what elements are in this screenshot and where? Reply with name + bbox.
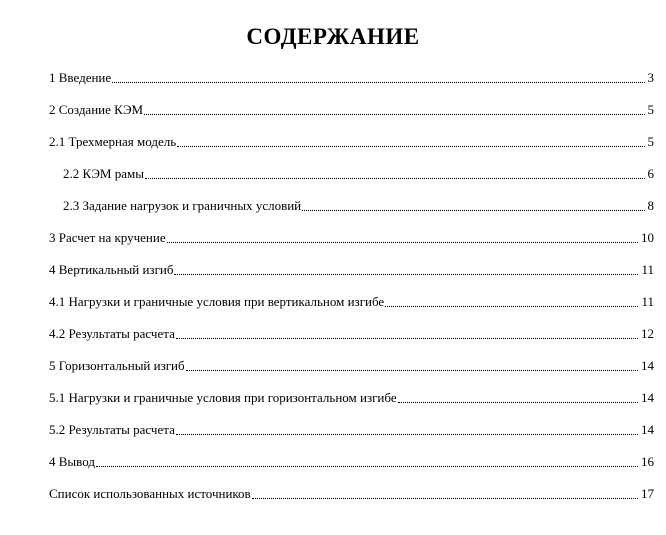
toc-entry-label: 4.2 Результаты расчета (49, 326, 175, 341)
toc-entry-page: 5 (647, 102, 654, 117)
toc-entry-horizontal-bending (49, 354, 654, 374)
toc-entry-page: 10 (641, 230, 654, 245)
toc-entry-label: 1 Введение (49, 70, 112, 85)
dot-leader (252, 497, 638, 499)
dot-leader (144, 113, 644, 115)
toc-entry-page: 14 (641, 422, 654, 437)
toc-entry-label: 5.1 Нагрузки и граничные условия при горизонтальном изгибе (49, 390, 397, 405)
toc-entry-frame-kem (63, 162, 654, 182)
toc-entry-page: 11 (641, 294, 654, 309)
toc-entry-introduction (49, 66, 654, 86)
toc-entry-page: 5 (647, 134, 654, 149)
toc-entry-3d-model (49, 130, 654, 150)
page-title: СОДЕРЖАНИЕ (246, 24, 420, 49)
toc-entry-label: 4.1 Нагрузки и граничные условия при вертикальном изгибе (49, 294, 385, 309)
toc-entry-label: 5 Горизонтальный изгиб (49, 358, 185, 373)
toc-entry-references (49, 482, 654, 502)
toc-entry-horizontal-loads (49, 386, 654, 406)
dot-leader (145, 177, 645, 179)
toc-entry-label: 4 Вывод (49, 454, 95, 469)
toc-entry-label: 2.3 Задание нагрузок и граничных условий (63, 198, 302, 213)
dot-leader (174, 273, 638, 275)
dot-leader (398, 401, 638, 403)
dot-leader (176, 433, 638, 435)
dot-leader (112, 81, 644, 83)
toc-entry-page: 12 (641, 326, 654, 341)
toc-entry-label: Список использованных источников (49, 486, 251, 501)
toc-entry-conclusion (49, 450, 654, 470)
dot-leader (167, 241, 638, 243)
dot-leader (385, 305, 638, 307)
toc-entry-page: 6 (647, 166, 654, 181)
toc-entry-vertical-loads (49, 290, 654, 310)
toc-entry-torsion (49, 226, 654, 246)
toc-entry-label: 4 Вертикальный изгиб (49, 262, 174, 277)
dot-leader (302, 209, 644, 211)
toc-entry-page: 14 (641, 390, 654, 405)
toc-entry-label: 5.2 Результаты расчета (49, 422, 175, 437)
dot-leader (186, 369, 638, 371)
dot-leader (96, 465, 638, 467)
toc-entry-page: 17 (641, 486, 654, 501)
toc-entry-page: 16 (641, 454, 654, 469)
toc-entry-label: 2 Создание КЭМ (49, 102, 144, 117)
toc-entry-label: 3 Расчет на кручение (49, 230, 166, 245)
toc-entry-page: 3 (647, 70, 654, 85)
toc-entry-label: 2.1 Трехмерная модель (49, 134, 177, 149)
toc-entry-page: 14 (641, 358, 654, 373)
dot-leader (177, 145, 644, 147)
toc-entry-label: 2.2 КЭМ рамы (63, 166, 144, 181)
toc-entry-vertical-bending (49, 258, 654, 278)
toc-entry-kem-creation (49, 98, 654, 118)
toc-entry-page: 8 (647, 198, 654, 213)
toc-entry-vertical-results (49, 322, 654, 342)
toc-entry-horizontal-results (49, 418, 654, 438)
dot-leader (176, 337, 638, 339)
toc-entry-loads-boundary (63, 194, 654, 214)
toc-entry-page: 11 (641, 262, 654, 277)
